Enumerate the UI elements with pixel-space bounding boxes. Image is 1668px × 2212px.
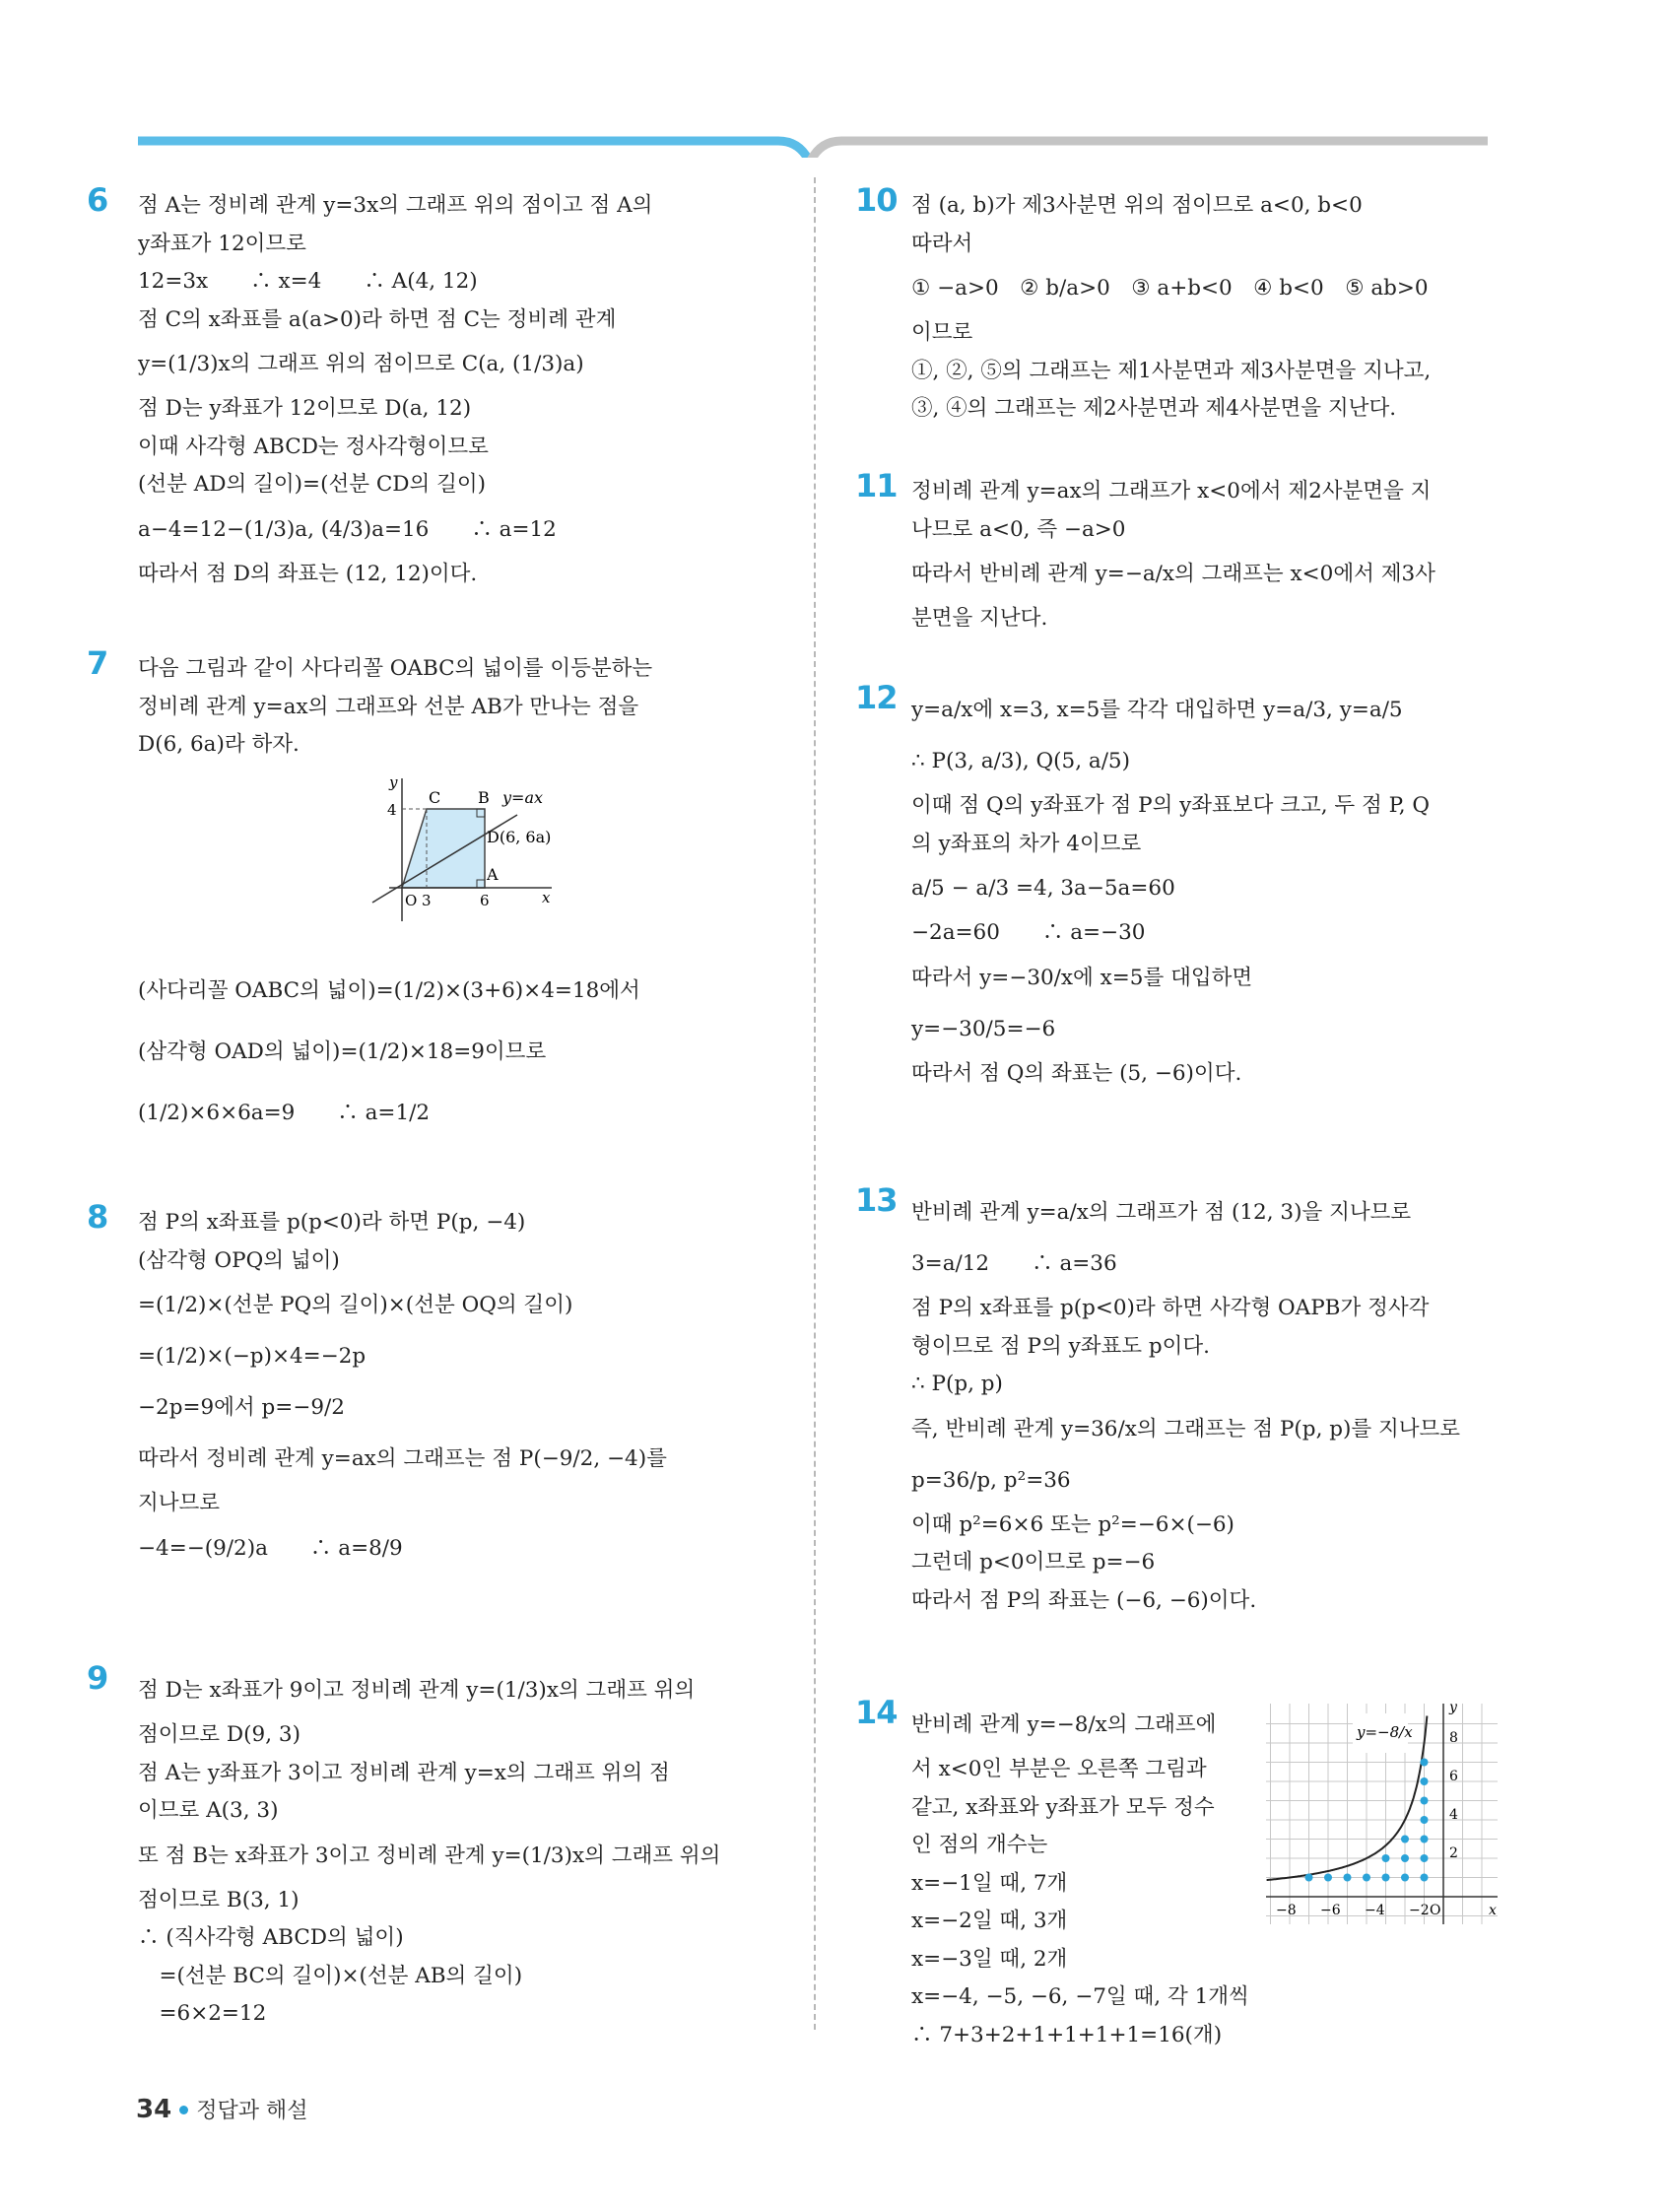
text-line: p=36/p, p²=36 <box>911 1467 1071 1493</box>
text-line: 의 y좌표의 차가 4이므로 <box>911 831 1142 856</box>
x-tick-label: −6 <box>1320 1903 1341 1918</box>
text-line: 따라서 정비례 관계 y=ax의 그래프는 점 P(−9/2, −4)를 <box>138 1446 667 1471</box>
text-line: (1/2)×6×6a=9 ∴ a=1/2 <box>138 1101 431 1125</box>
text-line: 그런데 p<0이므로 p=−6 <box>911 1550 1156 1575</box>
lattice-point <box>1382 1874 1390 1882</box>
lattice-point <box>1421 1854 1429 1862</box>
tick-label: 6 <box>480 892 490 909</box>
point-b-label: B <box>478 788 490 807</box>
lattice-point <box>1382 1854 1390 1862</box>
bullet-icon <box>179 2106 188 2114</box>
x-tick-label: −8 <box>1276 1903 1297 1918</box>
text-line: 점 D는 y좌표가 12이므로 D(a, 12) <box>138 396 472 421</box>
page-number: 34 <box>136 2095 172 2124</box>
lattice-point <box>1421 1874 1429 1882</box>
problem-11 <box>855 467 1435 638</box>
text-line: y=a/x에 x=3, x=5를 각각 대입하면 y=a/3, y=a/5 <box>911 698 1403 722</box>
problem-number: 13 <box>855 1181 898 1219</box>
text-line: 이때 점 Q의 y좌표가 점 P의 y좌표보다 크고, 두 점 P, Q <box>911 793 1431 818</box>
text-line: 따라서 점 Q의 좌표는 (5, −6)이다. <box>911 1060 1242 1086</box>
text-line: (삼각형 OPQ의 넓이) <box>138 1247 340 1273</box>
text-line: y좌표가 12이므로 <box>138 231 306 256</box>
text-line: 이때 p²=6×6 또는 p²=−6×(−6) <box>911 1511 1234 1537</box>
text-line: a−4=12−(1/3)a, (4/3)a=16 ∴ a=12 <box>138 516 557 542</box>
lattice-point <box>1401 1854 1409 1862</box>
lattice-point <box>1324 1874 1332 1882</box>
problem-13 <box>855 1181 1461 1620</box>
text-line: 분면을 지난다. <box>911 606 1048 631</box>
problem-10 <box>855 181 1432 429</box>
text-line: y=(1/3)x의 그래프 위의 점이므로 C(a, (1/3)a) <box>138 352 584 376</box>
text-line: 인 점의 개수는 <box>911 1833 1048 1857</box>
lattice-point <box>1421 1836 1429 1843</box>
x-axis-label: x <box>1489 1903 1497 1918</box>
text-line: 또 점 B는 x좌표가 3이고 정비례 관계 y=(1/3)x의 그래프 위의 <box>138 1843 721 1868</box>
tick-label: 3 <box>422 892 432 909</box>
problem-number: 9 <box>87 1659 108 1697</box>
header-tab-bar <box>0 0 1668 158</box>
text-line: 지나므로 <box>138 1491 221 1515</box>
text-line: 점 D는 x좌표가 9이고 정비례 관계 y=(1/3)x의 그래프 위의 <box>138 1678 696 1703</box>
text-line: a/5 − a/3 =4, 3a−5a=60 <box>911 876 1175 901</box>
problem-number: 8 <box>87 1198 108 1236</box>
text-line: (삼각형 OAD의 넓이)=(1/2)×18=9이므로 <box>138 1039 547 1064</box>
lattice-point <box>1421 1797 1429 1805</box>
lattice-point <box>1421 1777 1429 1785</box>
y-tick-label: 2 <box>1449 1845 1458 1861</box>
text-line: 점 (a, b)가 제3사분면 위의 점이므로 a<0, b<0 <box>911 193 1363 218</box>
y-axis-label: y <box>1449 1700 1457 1715</box>
text-line: ∴ P(3, a/3), Q(5, a/5) <box>911 749 1131 773</box>
problem-7 <box>87 644 653 1125</box>
problem-number: 14 <box>855 1694 898 1731</box>
text-line: 이므로 <box>911 320 973 345</box>
text-line: 정비례 관계 y=ax의 그래프와 선분 AB가 만나는 점을 <box>138 694 639 719</box>
text-line: =(1/2)×(−p)×4=−2p <box>138 1344 367 1369</box>
problem-12 <box>855 679 1431 1093</box>
problem-number: 10 <box>855 181 898 219</box>
text-line: =(1/2)×(선분 PQ의 길이)×(선분 OQ의 길이) <box>138 1293 573 1317</box>
text-line: =(선분 BC의 길이)×(선분 AB의 길이) <box>138 1963 523 1988</box>
text-line: 점 P의 x좌표를 p(p<0)라 하면 P(p, −4) <box>138 1210 526 1235</box>
text-line: 이때 사각형 ABCD는 정사각형이므로 <box>138 434 489 459</box>
y-tick-label: 6 <box>1449 1769 1458 1784</box>
tick-label: 4 <box>387 801 397 819</box>
text-line: 점이므로 B(3, 1) <box>138 1887 300 1912</box>
text-line: −2p=9에서 p=−9/2 <box>138 1395 345 1420</box>
page-footer <box>136 2094 307 2124</box>
text-line: 점 A는 y좌표가 3이고 정비례 관계 y=x의 그래프 위의 점 <box>138 1760 670 1785</box>
column-divider <box>814 177 816 2030</box>
text-line: 이므로 A(3, 3) <box>138 1798 279 1823</box>
point-d-label: D(6, 6a) <box>487 828 552 846</box>
text-line: =6×2=12 <box>138 2001 267 2026</box>
point-c-label: C <box>429 788 441 807</box>
text-line: 따라서 <box>911 231 973 256</box>
text-line: 서 x<0인 부분은 오른쪽 그림과 <box>911 1757 1207 1781</box>
text-line: 점 C의 x좌표를 a(a>0)라 하면 점 C는 정비례 관계 <box>138 306 617 332</box>
text-line: 정비례 관계 y=ax의 그래프가 x<0에서 제2사분면을 지 <box>911 479 1432 503</box>
line-label: y=ax <box>502 788 544 807</box>
text-line: 같고, x좌표와 y좌표가 모두 정수 <box>911 1794 1215 1820</box>
footer-title: 정답과 해설 <box>196 2099 308 2123</box>
text-line: ∴ 7+3+2+1+1+1+1=16(개) <box>911 2022 1223 2047</box>
text-line: (선분 AD의 길이)=(선분 CD의 길이) <box>138 472 487 497</box>
text-line: 점 P의 x좌표를 p(p<0)라 하면 사각형 OAPB가 정사각 <box>911 1296 1430 1320</box>
lattice-point <box>1421 1759 1429 1767</box>
text-line: y=−30/5=−6 <box>911 1016 1056 1041</box>
text-line: 3=a/12 ∴ a=36 <box>911 1251 1117 1276</box>
origin-label: O <box>1430 1903 1441 1918</box>
text-line: ∴ P(p, p) <box>911 1372 1003 1396</box>
lattice-point <box>1401 1874 1409 1882</box>
trapezoid-figure <box>350 773 557 936</box>
problem-9 <box>87 1659 721 2034</box>
text-line: x=−3일 때, 2개 <box>911 1946 1068 1972</box>
problem-8 <box>87 1198 667 1575</box>
text-line: x=−1일 때, 7개 <box>911 1870 1068 1896</box>
problem-6 <box>87 181 653 593</box>
text-line: 따라서 점 P의 좌표는 (−6, −6)이다. <box>911 1587 1257 1613</box>
hyperbola-figure <box>1266 1700 1502 1926</box>
curve-label: y=−8/x <box>1357 1723 1413 1741</box>
text-line: 따라서 반비례 관계 y=−a/x의 그래프는 x<0에서 제3사 <box>911 562 1435 586</box>
y-axis-label: y <box>389 773 398 791</box>
text-line: x=−2일 때, 3개 <box>911 1909 1068 1933</box>
y-tick-label: 8 <box>1449 1730 1458 1746</box>
problem-number: 7 <box>87 644 108 682</box>
text-line: ∴ (직사각형 ABCD의 넓이) <box>138 1925 404 1950</box>
text-line: ① −a>0 ② b/a>0 ③ a+b<0 ④ b<0 ⑤ ab>0 <box>911 276 1429 301</box>
text-line: 따라서 점 D의 좌표는 (12, 12)이다. <box>138 561 478 586</box>
problem-number: 6 <box>87 181 108 219</box>
origin-label: O <box>405 892 418 909</box>
y-tick-label: 4 <box>1449 1807 1458 1823</box>
problem-number: 12 <box>855 679 898 716</box>
problem-number: 11 <box>855 467 898 504</box>
text-line: −4=−(9/2)a ∴ a=8/9 <box>138 1535 403 1561</box>
lattice-point <box>1363 1874 1370 1882</box>
text-line: 나므로 a<0, 즉 −a>0 <box>911 516 1126 542</box>
text-line: 즉, 반비례 관계 y=36/x의 그래프는 점 P(p, p)를 지나므로 <box>911 1416 1461 1441</box>
text-line: D(6, 6a)라 하자. <box>138 732 300 757</box>
lattice-point <box>1421 1816 1429 1824</box>
lattice-point <box>1344 1874 1352 1882</box>
text-line: −2a=60 ∴ a=−30 <box>911 920 1146 945</box>
x-tick-label: −2 <box>1409 1903 1430 1918</box>
text-line: 형이므로 점 P의 y좌표도 p이다. <box>911 1333 1211 1359</box>
text-line: ③, ④의 그래프는 제2사분면과 제4사분면을 지난다. <box>911 396 1397 421</box>
text-line: x=−4, −5, −6, −7일 때, 각 1개씩 <box>911 1984 1249 2009</box>
problem-14 <box>855 1694 1497 2054</box>
point-a-label: A <box>487 865 499 884</box>
x-tick-label: −4 <box>1365 1903 1385 1918</box>
trapezoid-oabc <box>402 809 485 888</box>
text-line: (사다리꼴 OABC의 넓이)=(1/2)×(3+6)×4=18에서 <box>138 978 640 1003</box>
text-line: ①, ②, ⑤의 그래프는 제1사분면과 제3사분면을 지나고, <box>911 358 1432 383</box>
lattice-point <box>1305 1874 1313 1882</box>
text-line: 다음 그림과 같이 사다리꼴 OABC의 넓이를 이등분하는 <box>138 656 653 681</box>
text-line: 따라서 y=−30/x에 x=5를 대입하면 <box>911 965 1253 990</box>
text-line: 반비례 관계 y=a/x의 그래프가 점 (12, 3)을 지나므로 <box>911 1200 1412 1225</box>
text-line: 12=3x ∴ x=4 ∴ A(4, 12) <box>138 269 478 294</box>
text-line: 반비례 관계 y=−8/x의 그래프에 <box>911 1712 1217 1737</box>
lattice-point <box>1401 1836 1409 1843</box>
text-line: 점 A는 정비례 관계 y=3x의 그래프 위의 점이고 점 A의 <box>138 193 653 218</box>
x-axis-label: x <box>542 889 551 906</box>
text-line: 점이므로 D(9, 3) <box>138 1722 300 1747</box>
